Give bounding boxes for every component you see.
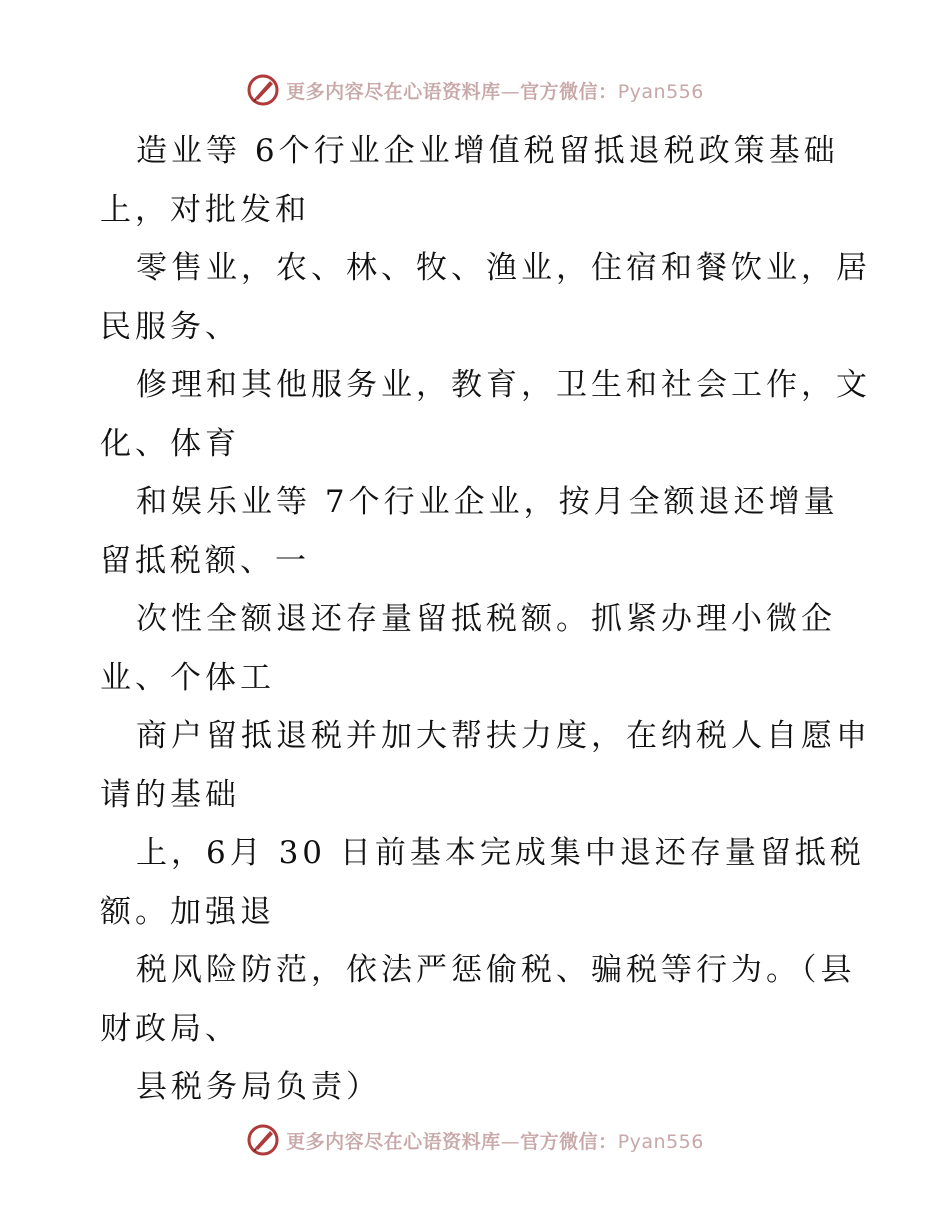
watermark-text: 更多内容尽在心语资料库—官方微信：Pyan556 bbox=[286, 1130, 704, 1153]
header-watermark bbox=[0, 70, 950, 110]
body-line: 商户留抵退税并加大帮扶力度，在纳税人自愿申 bbox=[136, 718, 871, 754]
body-line: 化、体育 bbox=[100, 425, 240, 462]
body-line: 留抵税额、一 bbox=[100, 542, 310, 579]
body-line: 额。加强退 bbox=[100, 893, 275, 930]
footer-watermark bbox=[0, 1120, 950, 1160]
body-line: 和娱乐业等 7个行业企业，按月全额退还增量 bbox=[136, 484, 839, 520]
body-line: 财政局、 bbox=[100, 1010, 240, 1047]
body-line: 修理和其他服务业，教育，卫生和社会工作，文 bbox=[136, 367, 871, 403]
body-line: 零售业，农、林、牧、渔业，住宿和餐饮业，居 bbox=[136, 250, 871, 286]
body-line: 请的基础 bbox=[100, 776, 240, 813]
body-line: 上，6月 30 日前基本完成集中退还存量留抵税 bbox=[136, 835, 865, 871]
body-line: 造业等 6个行业企业增值税留抵退税政策基础 bbox=[136, 133, 839, 169]
watermark-text: 更多内容尽在心语资料库—官方微信：Pyan556 bbox=[286, 80, 704, 103]
body-line: 县税务局负责） bbox=[136, 1069, 381, 1105]
body-line: 税风险防范，依法严惩偷税、骗税等行为。（县 bbox=[136, 952, 856, 988]
body-line: 民服务、 bbox=[100, 308, 240, 345]
body-line: 上，对批发和 bbox=[100, 191, 310, 228]
body-line: 次性全额退还存量留抵税额。抓紧办理小微企 bbox=[136, 601, 836, 637]
quill-pen-circle-icon bbox=[246, 73, 280, 107]
document-body bbox=[100, 122, 871, 1117]
quill-pen-circle-icon bbox=[246, 1123, 280, 1157]
body-line: 业、个体工 bbox=[100, 659, 275, 696]
